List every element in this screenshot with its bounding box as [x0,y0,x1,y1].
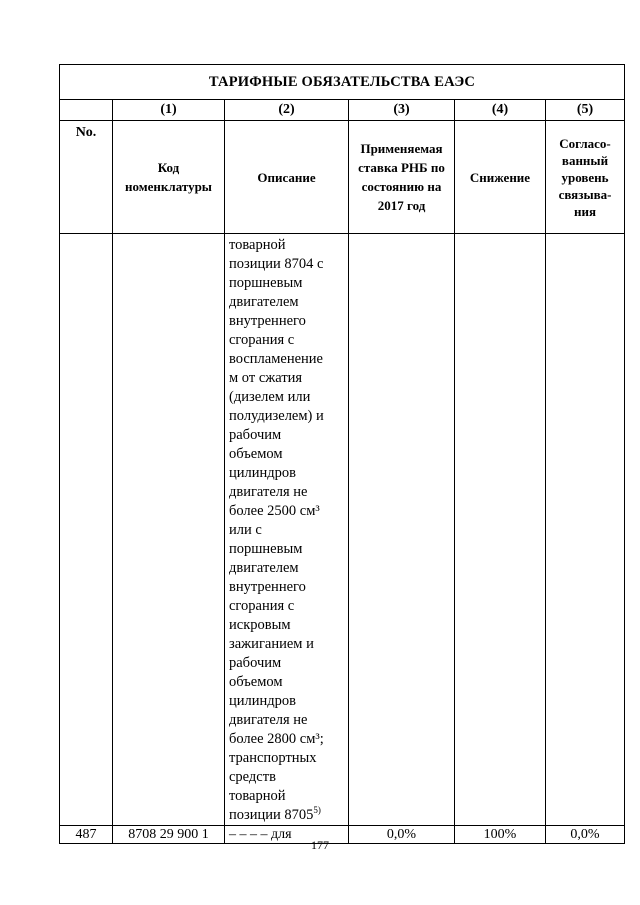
row-description: – – – – для [225,826,349,844]
row-agreed-level: 0,0% [546,826,625,844]
continued-no [60,234,113,826]
continued-applied-rate [349,234,455,826]
column-number-5: (5) [546,100,625,121]
footnote-marker: 5) [313,805,321,816]
header-no: No. [60,121,113,234]
continued-description-text [225,234,348,825]
row-code: 8708 29 900 1 [113,826,225,844]
tariff-table [59,64,625,844]
header-applied-rate: Применяемая ставка РНБ по состоянию на 2017 год [349,121,455,234]
column-number-4: (4) [455,100,546,121]
column-number-1: (1) [113,100,225,121]
column-header-row [60,121,625,234]
column-number-empty [60,100,113,121]
header-agreed-level: Согласо- ванный уровень связыва- ния [546,121,625,234]
row-applied-rate: 0,0% [349,826,455,844]
column-number-2: (2) [225,100,349,121]
row-reduction: 100% [455,826,546,844]
page-number: 177 [311,838,329,852]
continued-code [113,234,225,826]
header-code: Код номенклатуры [113,121,225,234]
row-no: 487 [60,826,113,844]
continued-reduction [455,234,546,826]
header-reduction: Снижение [455,121,546,234]
continued-description-body: товарной позиции 8704 с поршневым двигателем внутреннего сгорания с воспламенение м от сжатия (дизелем или полудизелем) и рабочим объемом цилиндров двигателя не более 2500 см³ или с поршневым двигателем внутреннего сгорания с искровым зажиганием и рабочим объемом цилиндров двигателя не более 2800 см³; транспортных средств товарной позиции 8705 [229,237,324,823]
continued-agreed-level [546,234,625,826]
table-title: ТАРИФНЫЕ ОБЯЗАТЕЛЬСТВА ЕАЭС [60,65,625,100]
header-description: Описание [225,121,349,234]
column-number-row [60,100,625,121]
continued-description-cell [225,234,349,826]
column-number-3: (3) [349,100,455,121]
continued-row [60,234,625,826]
